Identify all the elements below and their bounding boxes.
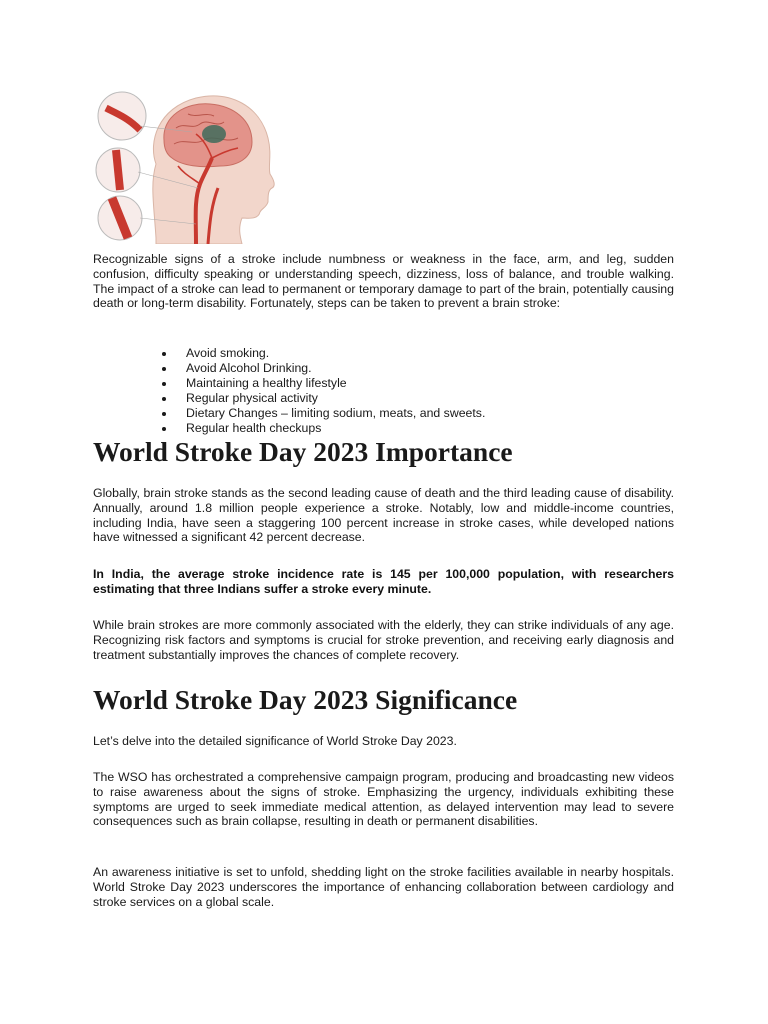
list-item: Avoid Alcohol Drinking. [160, 361, 485, 376]
brain-stroke-illustration [92, 88, 278, 244]
significance-paragraph-1: Let’s delve into the detailed significance of World Stroke Day 2023. [93, 734, 457, 748]
list-item: Regular physical activity [160, 391, 485, 406]
list-item: Avoid smoking. [160, 346, 485, 361]
bullet-icon [162, 427, 166, 431]
list-item: Dietary Changes – limiting sodium, meats, and sweets. [160, 406, 485, 421]
importance-paragraph-1: Globally, brain stroke stands as the second leading cause of death and the third leading cause of disability. Annually, around 1.8 million people experience a stroke. Notably, low and middle-income countries, including India, have seen a staggering 100 percent increase in stroke cases, while developed nations have witnessed a significant 42 percent decrease. [93, 486, 674, 545]
bullet-icon [162, 382, 166, 386]
bullet-icon [162, 397, 166, 401]
bullet-icon [162, 367, 166, 371]
significance-paragraph-2: The WSO has orchestrated a comprehensive campaign program, producing and broadcasting new videos to raise awareness about the signs of stroke. Emphasizing the urgency, individuals exhibiting these symptoms are urged to seek immediate medical attention, as delayed intervention may lead to severe consequences such as brain collapse, resulting in death or permanent disabilities. [93, 770, 674, 829]
bullet-icon [162, 352, 166, 356]
prevention-list [160, 346, 485, 435]
bullet-icon [162, 412, 166, 416]
significance-paragraph-3: An awareness initiative is set to unfold, shedding light on the stroke facilities available in nearby hospitals. World Stroke Day 2023 underscores the importance of enhancing collaboration between cardiology and stroke services on a global scale. [93, 865, 674, 909]
importance-paragraph-3: While brain strokes are more commonly associated with the elderly, they can strike individuals of any age. Recognizing risk factors and symptoms is crucial for stroke prevention, and receiving early diagnosis and treatment substantially improves the chances of complete recovery. [93, 618, 674, 662]
significance-heading: World Stroke Day 2023 Significance [93, 684, 518, 715]
list-item: Regular health checkups [160, 421, 485, 436]
intro-paragraph: Recognizable signs of a stroke include numbness or weakness in the face, arm, and leg, sudden confusion, difficulty speaking or understanding speech, dizziness, loss of balance, and trouble walking. The impact of a stroke can lead to permanent or temporary damage to part of the brain, potentially causing death or long-term disability. Fortunately, steps can be taken to prevent a brain stroke: [93, 252, 674, 311]
importance-heading: World Stroke Day 2023 Importance [93, 436, 513, 467]
list-item: Maintaining a healthy lifestyle [160, 376, 485, 391]
importance-highlight-paragraph: In India, the average stroke incidence rate is 145 per 100,000 population, with researchers estimating that three Indians suffer a stroke every minute. [93, 567, 674, 596]
